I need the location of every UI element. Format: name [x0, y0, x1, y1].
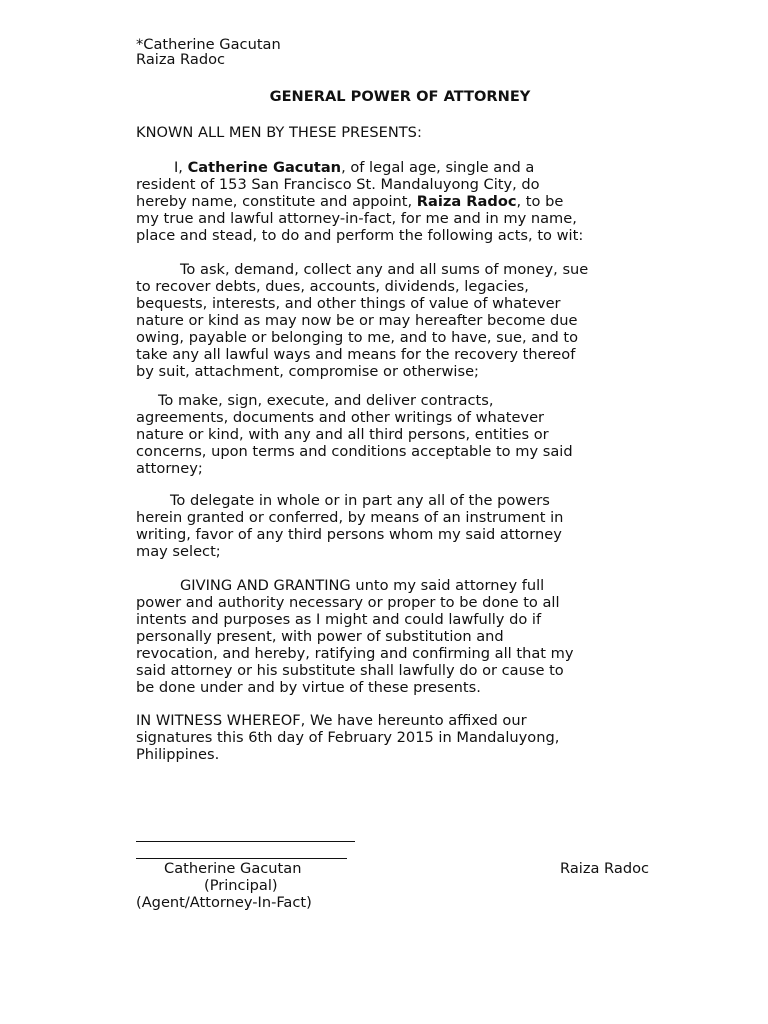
- paragraph-line: nature or kind, with any and all third persons, entities or: [136, 426, 549, 443]
- paragraph-line: nature or kind as may now be or may hereafter become due: [136, 312, 578, 329]
- header-name-1: *Catherine Gacutan: [136, 36, 281, 53]
- text-run: hereby name, constitute and appoint,: [136, 193, 417, 210]
- paragraph-collect-money: [136, 261, 696, 380]
- paragraph-line: said attorney or his substitute shall lawfully do or cause to: [136, 662, 564, 679]
- paragraph-witness: [136, 712, 696, 763]
- paragraph-line: be done under and by virtue of these presents.: [136, 679, 481, 696]
- paragraph-line: place and stead, to do and perform the following acts, to wit:: [136, 227, 584, 244]
- paragraph-line: attorney;: [136, 460, 203, 477]
- salutation: KNOWN ALL MEN BY THESE PRESENTS:: [136, 124, 422, 141]
- signature-line-principal: [136, 841, 355, 842]
- paragraph-line: bequests, interests, and other things of value of whatever: [136, 295, 561, 312]
- header-name-2: Raiza Radoc: [136, 51, 226, 68]
- principal-role-label: (Principal): [204, 877, 278, 894]
- paragraph-line: To make, sign, execute, and deliver contracts,: [158, 392, 494, 409]
- paragraph-line: take any all lawful ways and means for the recovery thereof: [136, 346, 576, 363]
- agent-name: Raiza Radoc: [560, 860, 650, 877]
- paragraph-contracts: [136, 392, 696, 477]
- paragraph-line: herein granted or conferred, by means of an instrument in: [136, 509, 564, 526]
- paragraph-line: may select;: [136, 543, 221, 560]
- paragraph-line: revocation, and hereby, ratifying and confirming all that my: [136, 645, 574, 662]
- paragraph-line: resident of 153 San Francisco St. Mandaluyong City, do: [136, 176, 540, 193]
- paragraph-line: [136, 193, 696, 210]
- paragraph-line: To delegate in whole or in part any all of the powers: [170, 492, 550, 509]
- paragraph-line: GIVING AND GRANTING unto my said attorney full: [180, 577, 545, 594]
- principal-name: Catherine Gacutan: [164, 860, 302, 877]
- paragraph-line: owing, payable or belonging to me, and to have, sue, and to: [136, 329, 579, 346]
- paragraph-line: intents and purposes as I might and could lawfully do if: [136, 611, 542, 628]
- paragraph-line: concerns, upon terms and conditions acceptable to my said: [136, 443, 573, 460]
- paragraph-line: To ask, demand, collect any and all sums of money, sue: [180, 261, 589, 278]
- text-run: , to be: [516, 193, 564, 210]
- paragraph-line: Philippines.: [136, 746, 220, 763]
- document-title: GENERAL POWER OF ATTORNEY: [269, 88, 531, 105]
- paragraph-appointment: [136, 159, 696, 244]
- paragraph-granting: [136, 577, 696, 696]
- agent-name-bold: Raiza Radoc: [416, 193, 517, 210]
- paragraph-line: to recover debts, dues, accounts, dividends, legacies,: [136, 278, 529, 295]
- paragraph-line: IN WITNESS WHEREOF, We have hereunto affixed our: [136, 712, 527, 729]
- paragraph-line: power and authority necessary or proper to be done to all: [136, 594, 560, 611]
- paragraph-line: writing, favor of any third persons whom my said attorney: [136, 526, 562, 543]
- paragraph-delegate: [136, 492, 696, 560]
- principal-name-bold: Catherine Gacutan: [187, 159, 342, 176]
- text-run: I,: [174, 159, 188, 176]
- paragraph-line: signatures this 6th day of February 2015 in Mandaluyong,: [136, 729, 560, 746]
- paragraph-line: agreements, documents and other writings of whatever: [136, 409, 545, 426]
- agent-role-label: (Agent/Attorney-In-Fact): [136, 894, 312, 911]
- paragraph-line: [136, 159, 696, 176]
- paragraph-line: personally present, with power of substitution and: [136, 628, 504, 645]
- signature-line-agent: [136, 858, 347, 859]
- paragraph-line: my true and lawful attorney-in-fact, for me and in my name,: [136, 210, 577, 227]
- paragraph-line: by suit, attachment, compromise or otherwise;: [136, 363, 479, 380]
- text-run: , of legal age, single and a: [341, 159, 535, 176]
